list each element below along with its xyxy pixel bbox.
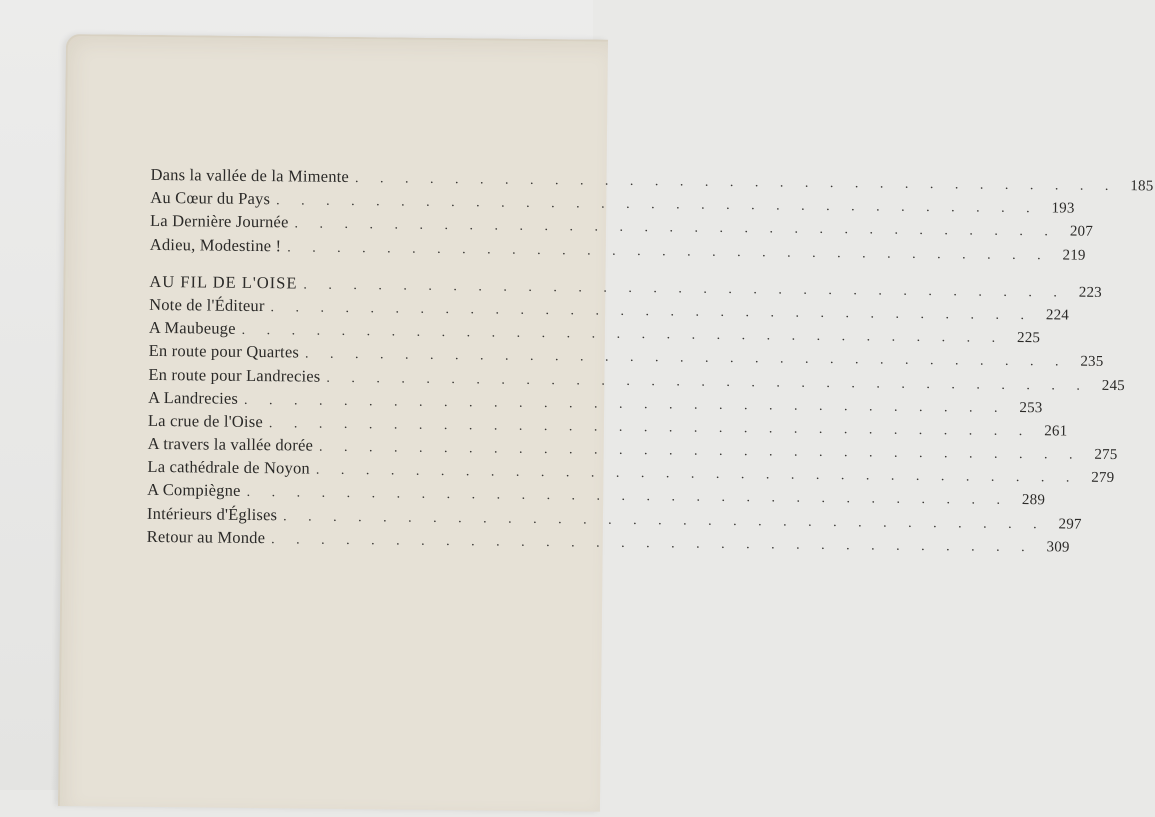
dot-leader: . . . . . . . . . . . . . . . . . . . . . . . . . . . . . . . — [283, 509, 1046, 533]
toc-entry — [147, 527, 567, 555]
toc-entry-page: 224 — [1039, 307, 1069, 324]
dot-leader: . . . . . . . . . . . . . . . . . . . . . . . . . . . . . . . — [242, 323, 1005, 347]
toc-entry-page: 235 — [1073, 354, 1103, 371]
toc-entry-page: 207 — [1063, 224, 1093, 241]
toc-entry-title: A travers la vallée dorée — [148, 434, 314, 456]
toc-entry-page: 289 — [1015, 492, 1045, 509]
toc-entry-page: 275 — [1087, 447, 1117, 464]
toc-entry-page: 219 — [1056, 247, 1086, 264]
dot-leader: . . . . . . . . . . . . . . . . . . . . . . . . . . . . . . . — [316, 463, 1079, 487]
toc-entry-page: 261 — [1037, 423, 1067, 440]
dot-leader: . . . . . . . . . . . . . . . . . . . . . . . . . . . . . . . — [303, 277, 1066, 301]
toc-entry-title: La cathédrale de Noyon — [147, 457, 310, 479]
toc-entry-title: A Landrecies — [148, 388, 238, 409]
dot-leader: . . . . . . . . . . . . . . . . . . . . . . . . . . . . . . . — [270, 300, 1033, 324]
toc-entry-title: AU FIL DE L'OISE — [149, 272, 297, 294]
toc-entry-title: En route pour Landrecies — [148, 364, 320, 386]
toc-entry-page: 223 — [1072, 284, 1102, 301]
toc-entry-title: Adieu, Modestine ! — [150, 234, 282, 255]
toc-entry-page: 185 — [1123, 178, 1153, 195]
dot-leader: . . . . . . . . . . . . . . . . . . . . . . . . . . . . . . . — [326, 370, 1089, 394]
toc-entry-title: Dans la vallée de la Mimente — [150, 165, 349, 187]
toc-entry-page: 225 — [1010, 330, 1040, 347]
toc-entry-title: A Compiègne — [147, 480, 241, 501]
toc-entry-page: 309 — [1040, 539, 1070, 556]
dot-leader: . . . . . . . . . . . . . . . . . . . . . . . . . . . . . . . — [276, 193, 1039, 217]
book-page — [58, 34, 608, 812]
dot-leader: . . . . . . . . . . . . . . . . . . . . . . . . . . . . . . . — [287, 240, 1050, 264]
dot-leader: . . . . . . . . . . . . . . . . . . . . . . . . . . . . . . . — [271, 532, 1034, 556]
toc-entry-title: La Dernière Journée — [150, 211, 289, 232]
toc-entry-page: 297 — [1052, 516, 1082, 533]
toc-group-oise — [147, 272, 570, 555]
toc-entry-page: 253 — [1012, 400, 1042, 417]
dot-leader: . . . . . . . . . . . . . . . . . . . . . . . . . . . . . . . — [247, 485, 1010, 509]
toc-entry-title: Au Cœur du Pays — [150, 188, 270, 209]
table-of-contents — [146, 165, 570, 568]
toc-entry-title: La crue de l'Oise — [148, 411, 263, 432]
dot-leader: . . . . . . . . . . . . . . . . . . . . . . . . . . . . . . . — [294, 217, 1057, 241]
toc-entry — [150, 234, 570, 262]
toc-entry-title: Intérieurs d'Églises — [147, 503, 277, 524]
toc-entry-title: Note de l'Éditeur — [149, 295, 265, 316]
dot-leader: . . . . . . . . . . . . . . . . . . . . . . . . . . . . . . . — [244, 393, 1007, 417]
dot-leader: . . . . . . . . . . . . . . . . . . . . . . . . . . . . . . . — [305, 347, 1068, 371]
toc-entry-title: A Maubeuge — [149, 318, 236, 339]
dot-leader: . . . . . . . . . . . . . . . . . . . . . . . . . . . . . . . — [355, 171, 1118, 195]
toc-entry-title: En route pour Quartes — [149, 341, 300, 363]
toc-entry-title: Retour au Monde — [147, 527, 266, 548]
dot-leader: . . . . . . . . . . . . . . . . . . . . . . . . . . . . . . . — [269, 416, 1032, 440]
toc-entry-page: 279 — [1084, 470, 1114, 487]
toc-entry-page: 193 — [1045, 200, 1075, 217]
toc-group-cevennes — [150, 165, 571, 262]
toc-entry-page: 245 — [1095, 377, 1125, 394]
dot-leader: . . . . . . . . . . . . . . . . . . . . . . . . . . . . . . . — [319, 440, 1082, 464]
